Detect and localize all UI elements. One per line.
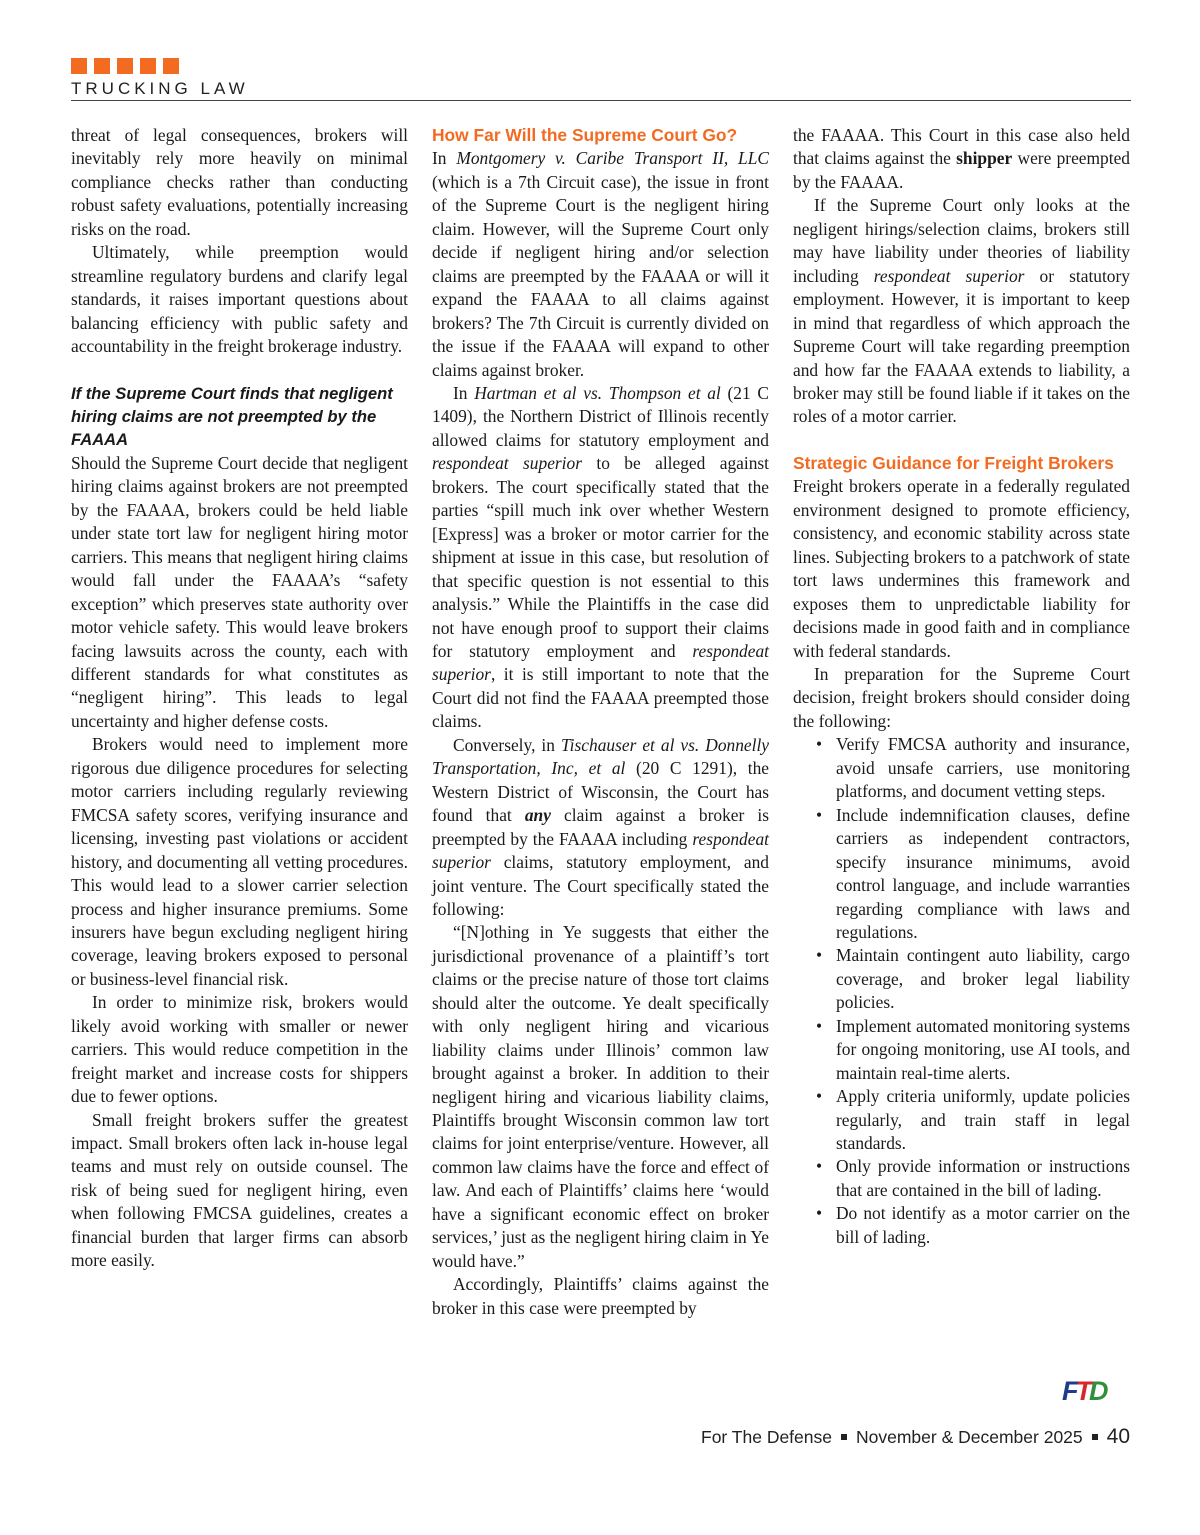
- paragraph: In Hartman et al vs. Thompson et al (21 C 1409), the Northern District of Illinois recently allowed claims for statutory employment and respondeat superior to be alleged against brokers. The court specifically stated that the parties “spill much ink over whether Western [Express] was a broker or motor carrier for the shipment at issue in this case, but resolution of that specific question is not essential to this analysis.” While the Plaintiffs in the case did not have enough proof to support their claims for statutory employment and respondeat superior, it is still important to note that the Court did not find the FAAAA preempted those claims.: [432, 382, 769, 732]
- list-item: • Only provide information or instructions that are contained in the bill of lading.: [836, 1155, 1130, 1202]
- paragraph: In order to minimize risk, brokers would likely avoid working with smaller or newer carriers. This would reduce competition in the freight market and increase costs for shippers due to fewer options.: [71, 992, 408, 1107]
- block-quote: “[N]othing in Ye suggests that either the jurisdictional provenance of a plaintiff’s tort claims or the precise nature of those tort claims should alter the outcome. Ye dealt specifically with only negligent hiring and vicarious liability claims under Illinois’ common law brought against a broker. In addition to their negligent hiring and vicarious liability claims, Plaintiffs brought Wisconsin common law tort claims for joint enterprise/venture. However, all common law claims have the force and effect of law. And each of Plaintiffs’ claims here ‘would have a significant economic effect on broker services,’ just as the negligent hiring claim in Ye would have.”: [432, 922, 769, 1271]
- list-item: • Do not identify as a motor carrier on the bill of lading.: [836, 1202, 1130, 1249]
- paragraph: If the Supreme Court only looks at the negligent hirings/selection claims, brokers still may have liability under theories of liability including respondeat superior or statutory employment. However, it is important to keep in mind that regardless of which approach the Supreme Court will take regarding preemption and how far the FAAAA extends to liability, a broker may still be found liable if it takes on the roles of a motor carrier.: [793, 195, 1130, 427]
- paragraph: threat of legal consequences, brokers will inevitably rely more heavily on minimal compliance checks rather than conducting robust safety evaluations, potentially increasing risks on the road.: [71, 125, 408, 239]
- paragraph: the FAAAA. This Court in this case also held that claims against the shipper were preempted by the FAAAA.: [793, 125, 1130, 192]
- column-2: [432, 124, 769, 1320]
- section-label: TRUCKING LAW: [71, 79, 249, 98]
- section-heading: How Far Will the Supreme Court Go?: [432, 125, 738, 145]
- paragraph: In Montgomery v. Caribe Transport II, LLC (which is a 7th Circuit case), the issue in front of the Supreme Court is the negligent hiring claim. However, will the Supreme Court only decide if negligent hiring and/or selection claims are preempted by the FAAAA or will it expand the FAAAA to all claims against brokers? The 7th Circuit is currently divided on the issue if the FAAAA will expand to other claims against broker.: [432, 148, 770, 380]
- case-name: Tischauser et al vs. Donnelly Transportation, Inc, et al: [432, 734, 770, 779]
- issue-date: November & December 2025: [856, 1426, 1083, 1447]
- section-heading: Strategic Guidance for Freight Brokers: [793, 452, 1114, 473]
- header-rule: [71, 100, 1131, 101]
- ftd-logo: FTD: [1062, 1376, 1106, 1406]
- case-name: Hartman et al vs. Thompson et al: [474, 382, 721, 403]
- paragraph: Small freight brokers suffer the greatest impact. Small brokers often lack in-house legal teams and must rely on outside counsel. The risk of being sued for negligent hiring, even when following FMCSA guidelines, creates a financial burden that larger firms can absorb more easily.: [71, 1109, 408, 1271]
- paragraph: Freight brokers operate in a federally regulated environment designed to promote efficiency, consistency, and economic stability across state lines. Subjecting brokers to a patchwork of state tort laws undermines this framework and exposes them to unpredictable liability for decisions made in good faith and in compliance with federal standards.: [793, 476, 1130, 661]
- paragraph: In preparation for the Supreme Court decision, freight brokers should consider doing the following:: [793, 663, 1130, 731]
- footer: [701, 1425, 1130, 1449]
- publication-name: For The Defense: [701, 1426, 832, 1447]
- separator: [1092, 1434, 1098, 1440]
- paragraph: Accordingly, Plaintiffs’ claims against the broker in this case were preempted by: [432, 1274, 769, 1318]
- column-3: [793, 124, 1130, 1249]
- header-squares: [71, 58, 179, 74]
- list-item: • Verify FMCSA authority and insurance, avoid unsafe carriers, use monitoring platforms, and document vetting steps.: [836, 733, 1130, 803]
- case-name: Montgomery v. Caribe Transport II, LLC: [456, 148, 770, 169]
- list-item: • Maintain contingent auto liability, cargo coverage, and broker legal liability policies.: [836, 944, 1130, 1014]
- column-1: [71, 124, 408, 1273]
- paragraph: Ultimately, while preemption would streamline regulatory burdens and clarify legal standards, it raises important questions about balancing efficiency with public safety and accountability in the freight brokerage industry.: [71, 242, 408, 357]
- separator: [841, 1434, 847, 1440]
- paragraph: Conversely, in Tischauser et al vs. Donnelly Transportation, Inc, et al (20 C 1291), the Western District of Wisconsin, the Court has found that any claim against a broker is preempted by the FAAAA including respondeat superior claims, statutory employment, and joint venture. The Court specifically stated the following:: [432, 734, 770, 919]
- list-item: • Include indemnification clauses, define carriers as independent contractors, specify insurance minimums, avoid control language, and include warranties regarding compliance with laws and regulations.: [836, 804, 1130, 945]
- subheading: If the Supreme Court finds that negligent hiring claims are not preempted by the FAAAA: [71, 383, 393, 450]
- paragraph: Should the Supreme Court decide that negligent hiring claims against brokers are not preempted by the FAAAA, brokers could be held liable under state tort law for negligent hiring motor carriers. This means that negligent hiring claims would fall under the FAAAA’s “safety exception” which preserves state authority over motor vehicle safety. This would leave brokers facing lawsuits across the county, each with different standards for what constitutes as “negligent hiring”. This leads to legal uncertainty and higher defense costs.: [71, 452, 408, 731]
- guidance-list: [793, 733, 1130, 1249]
- paragraph: Brokers would need to implement more rigorous due diligence procedures for selecting motor carriers including regularly reviewing FMCSA safety scores, verifying insurance and licensing, investing past violations or accident history, and documenting all vetting procedures. This would lead to a slower carrier selection process and higher insurance premiums. Some insurers have begun excluding negligent hiring coverage, leaving brokers exposed to personal or business-level financial risk.: [71, 734, 408, 989]
- page-number: 40: [1106, 1425, 1130, 1448]
- list-item: • Implement automated monitoring systems for ongoing monitoring, use AI tools, and maintain real-time alerts.: [836, 1015, 1130, 1085]
- list-item: • Apply criteria uniformly, update policies regularly, and train staff in legal standards.: [836, 1085, 1130, 1155]
